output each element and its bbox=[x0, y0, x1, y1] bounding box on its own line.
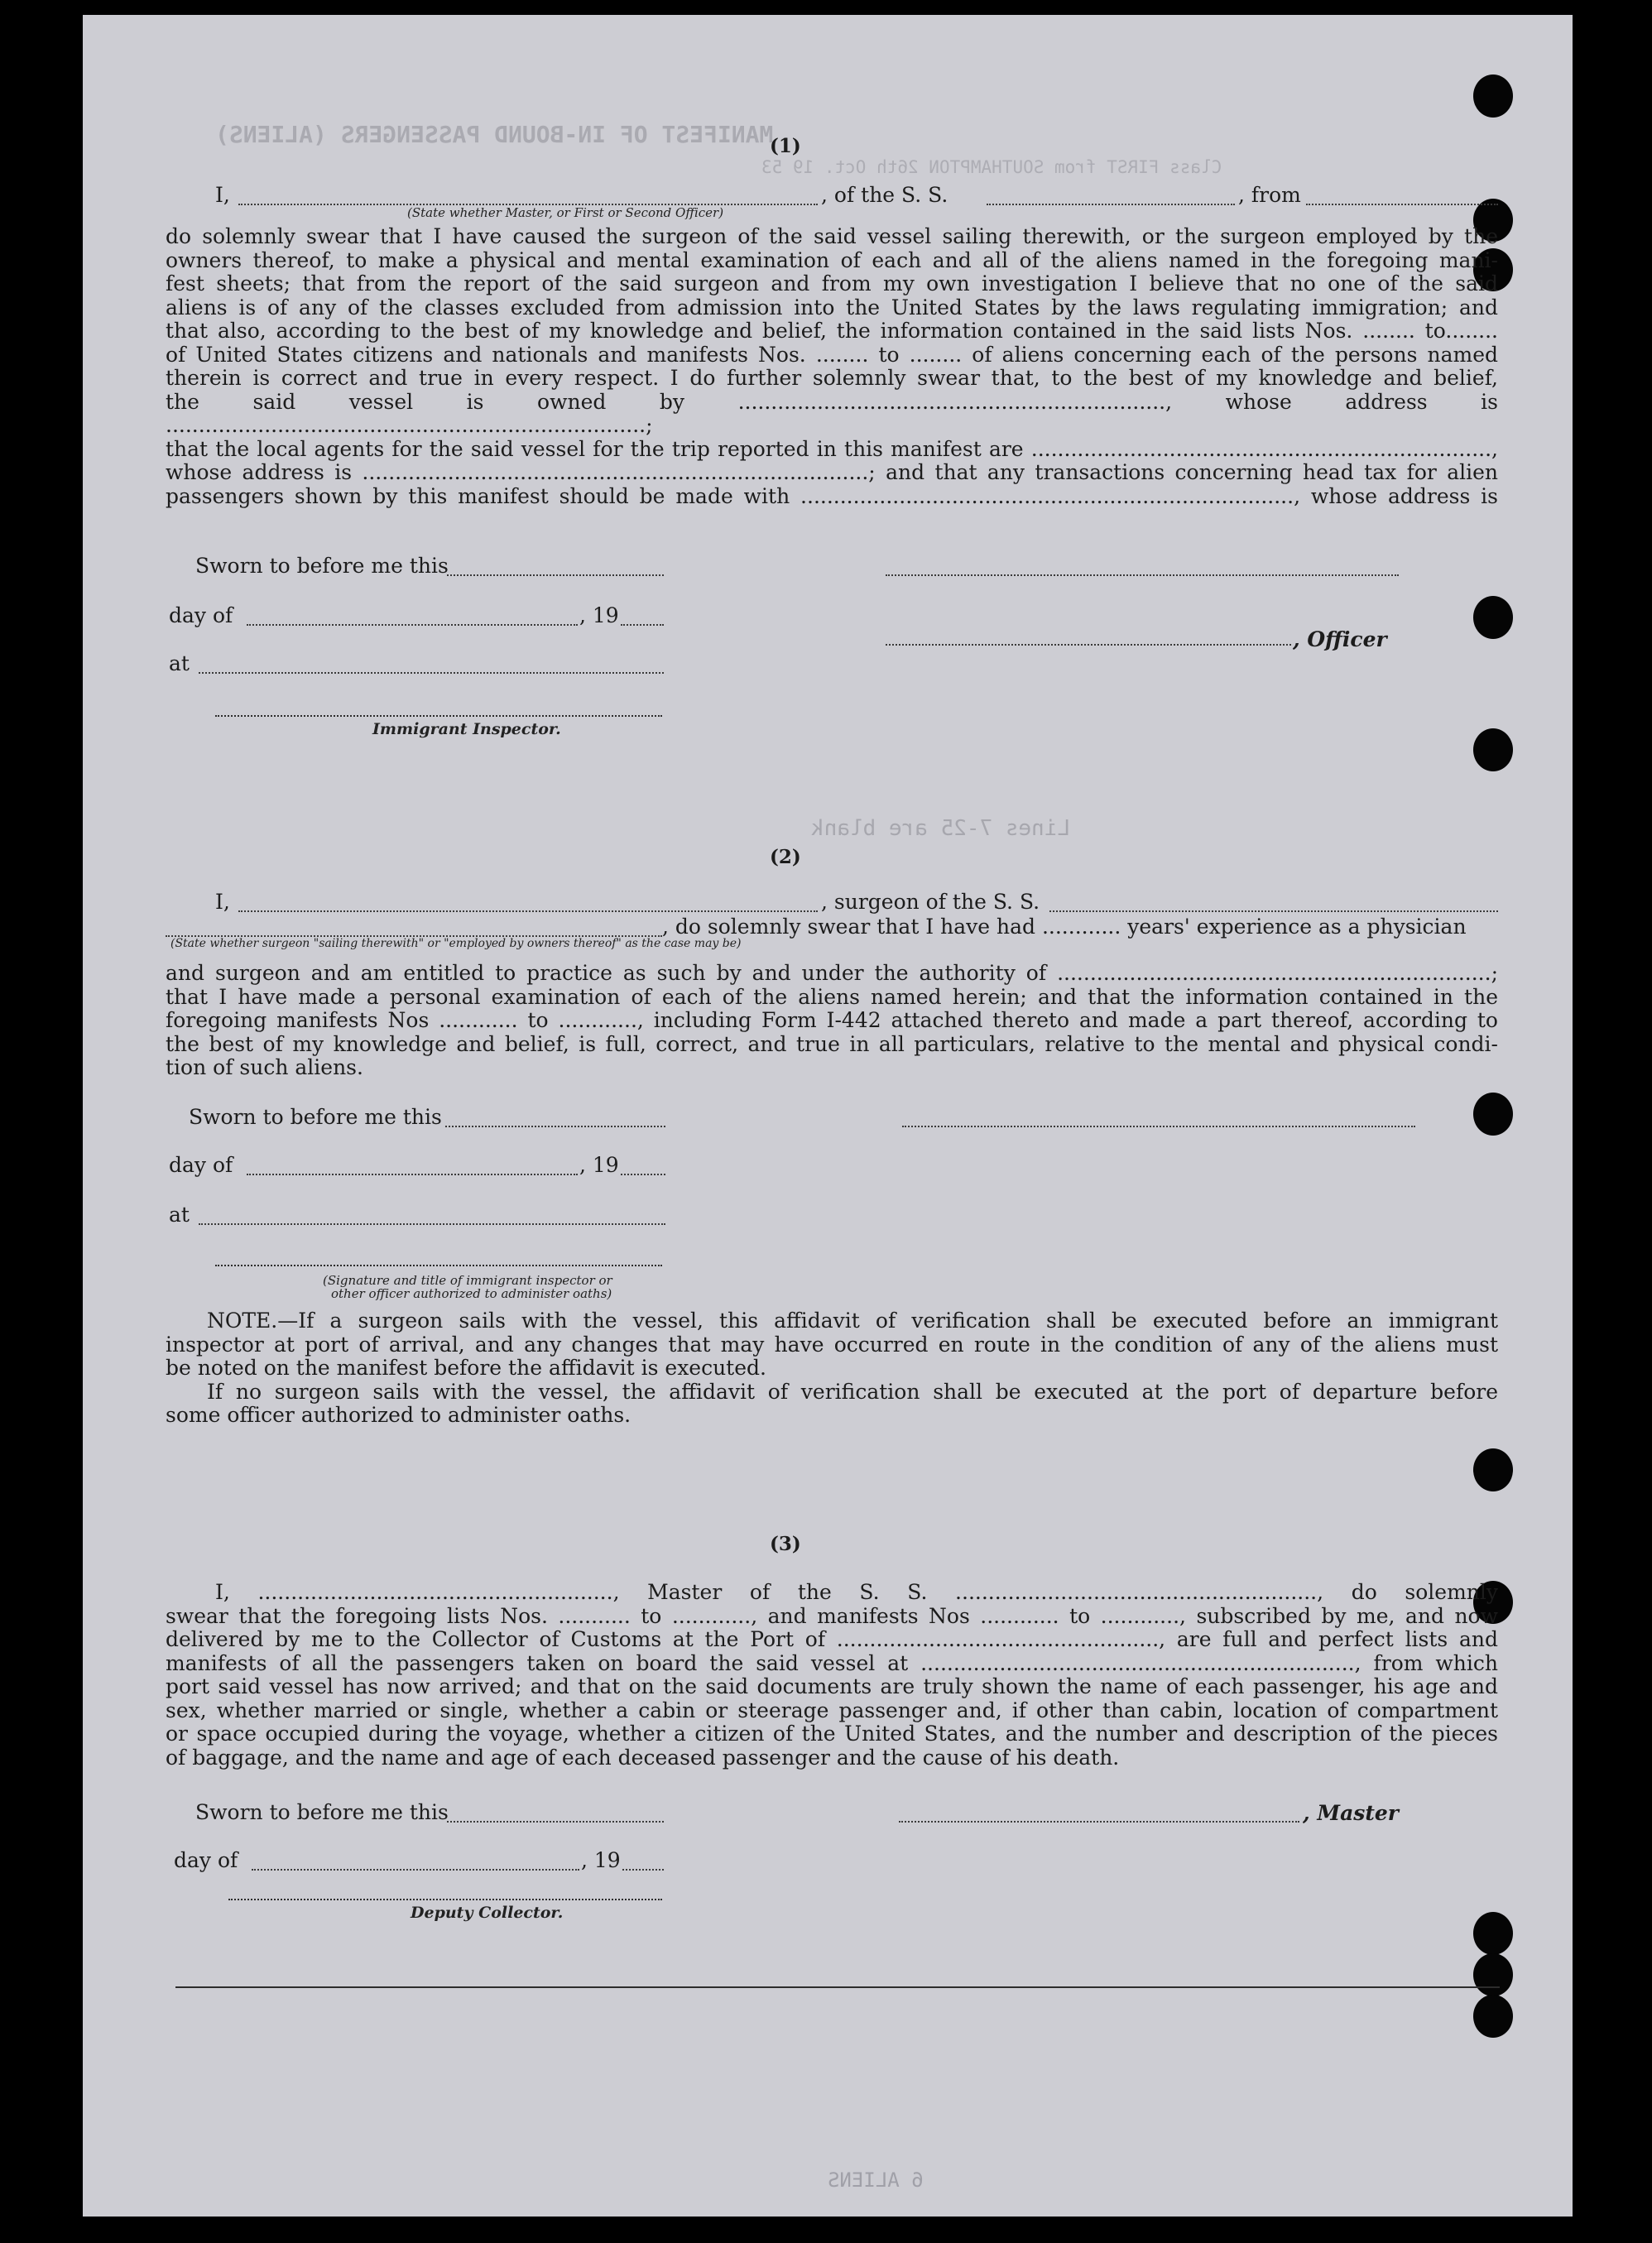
section-1-number: (1) bbox=[770, 135, 801, 157]
punch-hole bbox=[1473, 1953, 1513, 1996]
sec1-line: of United States citizens and nationals and manifests Nos. ........ to ........ of aliens concerning each of the persons named bbox=[166, 342, 1498, 367]
section-2-oath bbox=[166, 962, 1498, 1080]
bottom-rule bbox=[175, 1986, 1500, 1988]
sec1-day-line bbox=[247, 624, 578, 626]
sec3-master-label: , Master bbox=[1303, 1801, 1399, 1825]
sec3-year: , 19 bbox=[581, 1848, 621, 1872]
sec1-officer-sig-line-2 bbox=[886, 644, 1291, 646]
sec2-surgeon-of-ss: , surgeon of the S. S. bbox=[821, 890, 1040, 914]
sec2-line: the best of my knowledge and belief, is full, correct, and true in all particulars, relative to the mental and physical condi- bbox=[166, 1031, 1498, 1056]
sec1-from: , from bbox=[1238, 183, 1301, 207]
sec1-line: therein is correct and true in every respect. I do further solemnly swear that, to the best of my knowledge and belief, bbox=[166, 366, 1498, 390]
sec2-sworn-line bbox=[445, 1126, 665, 1127]
sec2-i: I, bbox=[215, 890, 230, 914]
sec1-line: that also, according to the best of my knowledge and belief, the information contained in the said lists Nos. ........ to........ bbox=[166, 319, 1498, 343]
sec2-years-experience: , do solemnly swear that I have had ............ years' experience as a physician bbox=[662, 915, 1467, 939]
sec3-line: of baggage, and the name and age of each deceased passenger and the cause of his death. bbox=[166, 1745, 1120, 1770]
sec2-note-line: If no surgeon sails with the vessel, the affidavit of verification shall be executed at the port of departure before bbox=[207, 1379, 1498, 1404]
sec1-line: fest sheets; that from the report of the said surgeon and from my own investigation I believe that no one of the said bbox=[166, 271, 1498, 295]
punch-hole bbox=[1473, 1912, 1513, 1955]
sec1-vessel-line bbox=[987, 204, 1235, 205]
sec2-line: foregoing manifests Nos ............ to ............, including Form I-442 attached thereto and made a part thereof, according to bbox=[166, 1008, 1498, 1032]
sec2-year: , 19 bbox=[579, 1153, 619, 1177]
sec3-line: manifests of all the passengers taken on board the said vessel at .................................................................., from which bbox=[166, 1650, 1498, 1675]
sec1-sworn-line bbox=[447, 574, 664, 576]
punch-hole bbox=[1473, 596, 1513, 639]
section-3-number: (3) bbox=[770, 1533, 801, 1555]
sec3-master-sig-line bbox=[899, 1821, 1299, 1823]
sec1-officer-label: , Officer bbox=[1293, 627, 1387, 651]
sec3-collector-sig-line bbox=[228, 1899, 662, 1900]
sec1-officer-note: (State whether Master, or First or Second Officer) bbox=[407, 205, 724, 220]
sec2-vessel-line bbox=[1049, 910, 1498, 912]
sec2-surgeon-sig-line bbox=[902, 1126, 1415, 1127]
bleed-through-class-line: Class FIRST from SOUTHAMPTON 26th Oct. 19 53 bbox=[761, 157, 1222, 177]
sec1-officer-sig-line-1 bbox=[886, 574, 1399, 576]
sec3-sworn-line bbox=[447, 1821, 664, 1823]
section-3-oath bbox=[166, 1581, 1498, 1770]
sec1-line: passengers shown by this manifest should be made with ..........................................................................., whose address is bbox=[166, 483, 1498, 508]
sec2-line: and surgeon and am entitled to practice as such by and under the authority of ..................................................................; bbox=[166, 961, 1498, 985]
sec3-line: delivered by me to the Collector of Customs at the Port of ................................................., are full and perfect lists and bbox=[166, 1627, 1498, 1651]
sec1-day: day of bbox=[169, 603, 233, 627]
sec1-line: owners thereof, to make a physical and mental examination of each and all of the aliens named in the foregoing mani- bbox=[166, 247, 1498, 272]
punch-hole bbox=[1473, 1448, 1513, 1491]
bleed-through-aliens-count: 6 ALIENS bbox=[828, 2169, 924, 2192]
sec2-note-line: NOTE.—If a surgeon sails with the vessel, this affidavit of verification shall be executed before an immigrant bbox=[207, 1309, 1498, 1333]
sec2-line: that I have made a personal examination of each of the aliens named herein; and that the information contained in the bbox=[166, 984, 1498, 1009]
sec1-line: do solemnly swear that I have caused the surgeon of the said vessel sailing therewith, or the surgeon employed by the bbox=[166, 224, 1498, 248]
sec1-at: at bbox=[169, 651, 190, 675]
sec3-line: swear that the foregoing lists Nos. ........... to ............, and manifests Nos ............ to ............, subscribed by me, and now bbox=[166, 1603, 1498, 1628]
sec2-sworn: Sworn to before me this bbox=[189, 1105, 442, 1129]
sec2-sailing-note: (State whether surgeon "sailing therewith" or "employed by owners thereof" as the case may be) bbox=[170, 937, 742, 950]
sec1-line: aliens is of any of the classes excluded from admission into the United States by the laws regulating immigration; and bbox=[166, 295, 1498, 319]
sec2-note-line: some officer authorized to administer oaths. bbox=[166, 1403, 632, 1427]
punch-hole bbox=[1473, 74, 1513, 118]
sec1-line: whose address is .............................................................................; and that any transactions concerning head tax for alien bbox=[166, 460, 1498, 484]
sec2-signature-note-2: other officer authorized to administer oaths) bbox=[331, 1286, 612, 1301]
manifest-page bbox=[83, 15, 1573, 2217]
sec1-from-line bbox=[1306, 204, 1498, 205]
sec2-note-line: inspector at port of arrival, and any changes that may have occurred en route in the condition of any of the aliens must bbox=[166, 1332, 1498, 1357]
punch-hole bbox=[1473, 1093, 1513, 1136]
sec3-day-line bbox=[252, 1869, 579, 1871]
sec2-signature-note-1: (Signature and title of immigrant inspector or bbox=[323, 1273, 612, 1288]
sec1-i: I, bbox=[215, 183, 230, 207]
sec2-year-line bbox=[621, 1174, 665, 1175]
sec2-surgeon-name-line bbox=[238, 910, 818, 912]
sec1-inspector-sig-line bbox=[215, 715, 662, 717]
sec1-year-line bbox=[621, 624, 664, 626]
punch-hole bbox=[1473, 728, 1513, 771]
sec3-line: sex, whether married or single, whether a cabin or steerage passenger and, if other than cabin, location of compartment bbox=[166, 1698, 1498, 1722]
bleed-through-blank-lines: Lines 7-25 are blank bbox=[811, 816, 1071, 841]
sec2-signature-line bbox=[215, 1265, 662, 1266]
sec1-of-ss: , of the S. S. bbox=[821, 183, 948, 207]
sec3-sworn: Sworn to before me this bbox=[195, 1800, 449, 1824]
sec2-day: day of bbox=[169, 1153, 233, 1177]
punch-hole bbox=[1473, 1995, 1513, 2038]
sec3-line: I, ......................................................, Master of the S. S. ......................................................., do solemnly bbox=[215, 1580, 1498, 1604]
bleed-through-header: MANIFEST OF IN-BOUND PASSENGERS (ALIENS) bbox=[215, 121, 774, 148]
sec1-year: , 19 bbox=[579, 603, 619, 627]
sec2-at-line bbox=[199, 1223, 665, 1225]
sec2-note-block bbox=[166, 1309, 1498, 1428]
section-1-oath bbox=[166, 225, 1498, 508]
sec2-at: at bbox=[169, 1203, 190, 1227]
sec1-inspector-label: Immigrant Inspector. bbox=[372, 720, 561, 738]
sec1-at-line bbox=[199, 672, 664, 674]
sec3-line: or space occupied during the voyage, whether a citizen of the United States, and the number and description of the pieces bbox=[166, 1722, 1498, 1746]
sec2-line: tion of such aliens. bbox=[166, 1055, 363, 1079]
section-2-number: (2) bbox=[770, 846, 801, 868]
sec3-year-line bbox=[622, 1869, 664, 1871]
sec3-day: day of bbox=[174, 1848, 238, 1872]
sec3-collector-label: Deputy Collector. bbox=[411, 1904, 564, 1922]
sec3-line: port said vessel has now arrived; and that on the said documents are truly shown the name of each passenger, his age and bbox=[166, 1674, 1498, 1698]
sec1-line: the said vessel is owned by ................................................................., whose address is .........................................................................; bbox=[166, 389, 1498, 437]
sec1-line: that the local agents for the said vessel for the trip reported in this manifest are ......................................................................, bbox=[166, 436, 1498, 461]
sec2-day-line bbox=[247, 1174, 578, 1175]
sec2-note-line: be noted on the manifest before the affidavit is executed. bbox=[166, 1356, 766, 1380]
sec1-sworn: Sworn to before me this bbox=[195, 554, 449, 578]
